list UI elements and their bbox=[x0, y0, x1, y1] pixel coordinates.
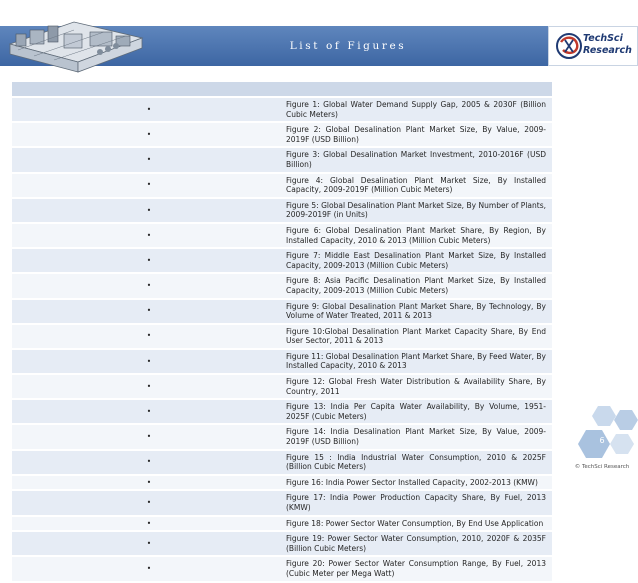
hexagon-decoration bbox=[576, 404, 638, 460]
bullet-marker: • bbox=[12, 273, 282, 298]
figure-list-item: Figure 16: India Power Sector Installed Capacity, 2002-2013 (KMW) bbox=[282, 475, 552, 491]
bullet-marker: • bbox=[12, 516, 282, 532]
figure-list-row bbox=[12, 223, 552, 248]
bullet-marker: • bbox=[12, 299, 282, 324]
figure-list-row bbox=[12, 97, 552, 122]
figure-list-row bbox=[12, 516, 552, 532]
figure-list-row bbox=[12, 531, 552, 556]
list-of-figures-table bbox=[12, 82, 552, 583]
figure-list-item: Figure 5: Global Desalination Plant Market Size, By Number of Plants, 2009-2019F (in Units) bbox=[282, 198, 552, 223]
bullet-marker: • bbox=[12, 490, 282, 515]
figure-list-item: Figure 14: India Desalination Plant Market Size, By Value, 2009-2019F (USD Billion) bbox=[282, 424, 552, 449]
bullet-marker: • bbox=[12, 556, 282, 581]
bullet-marker: • bbox=[12, 173, 282, 198]
bullet-marker: • bbox=[12, 399, 282, 424]
table-header-row bbox=[12, 82, 552, 97]
bullet-marker: • bbox=[12, 424, 282, 449]
figure-list-row bbox=[12, 374, 552, 399]
figure-list-item: Figure 8: Asia Pacific Desalination Plant Market Size, By Installed Capacity, 2009-2013 (Million Cubic Meters) bbox=[282, 273, 552, 298]
slide-title: List of Figures bbox=[289, 40, 407, 52]
bullet-marker: • bbox=[12, 374, 282, 399]
figure-list-row bbox=[12, 173, 552, 198]
figure-list-row bbox=[12, 248, 552, 273]
figure-list-row bbox=[12, 450, 552, 475]
figure-list-row bbox=[12, 475, 552, 491]
bullet-marker: • bbox=[12, 349, 282, 374]
bullet-marker: • bbox=[12, 450, 282, 475]
bullet-marker: • bbox=[12, 248, 282, 273]
table-header-cell bbox=[12, 82, 552, 97]
bullet-marker: • bbox=[12, 531, 282, 556]
logo-swirl-icon bbox=[555, 32, 583, 60]
logo-wordmark bbox=[583, 33, 637, 57]
figure-list-item: Figure 15 : India Industrial Water Consumption, 2010 & 2025F (Billion Cubic Meters) bbox=[282, 450, 552, 475]
figure-list-item: Figure 17: India Power Production Capacity Share, By Fuel, 2013 (KMW) bbox=[282, 490, 552, 515]
figure-list-row bbox=[12, 273, 552, 298]
page-number: 6 bbox=[599, 436, 605, 445]
copyright-text: © TechSci Research bbox=[574, 464, 630, 470]
bullet-marker: • bbox=[12, 475, 282, 491]
figure-list-row bbox=[12, 556, 552, 581]
figure-list-item: Figure 2: Global Desalination Plant Market Size, By Value, 2009-2019F (USD Billion) bbox=[282, 122, 552, 147]
figure-list-row bbox=[12, 198, 552, 223]
figure-list-item: Figure 18: Power Sector Water Consumption, By End Use Application bbox=[282, 516, 552, 532]
bullet-marker: • bbox=[12, 147, 282, 172]
figure-list-row bbox=[12, 399, 552, 424]
figure-list-row bbox=[12, 122, 552, 147]
logo-line-2: Research bbox=[583, 45, 632, 56]
bullet-marker: • bbox=[12, 198, 282, 223]
figure-list-row bbox=[12, 349, 552, 374]
desalination-plant-illustration bbox=[4, 16, 146, 74]
bullet-marker: • bbox=[12, 122, 282, 147]
figure-list-row bbox=[12, 490, 552, 515]
figure-list-item: Figure 7: Middle East Desalination Plant Market Size, By Installed Capacity, 2009-2013 (Million Cubic Meters) bbox=[282, 248, 552, 273]
figure-list-row bbox=[12, 299, 552, 324]
bullet-marker: • bbox=[12, 324, 282, 349]
figure-list-item: Figure 13: India Per Capita Water Availability, By Volume, 1951-2025F (Cubic Meters) bbox=[282, 399, 552, 424]
logo-line-1: TechSci bbox=[583, 33, 623, 44]
figure-list-row bbox=[12, 424, 552, 449]
bullet-marker: • bbox=[12, 97, 282, 122]
techsci-logo bbox=[548, 26, 638, 66]
figure-list-item: Figure 10:Global Desalination Plant Market Capacity Share, By End User Sector, 2011 & 2013 bbox=[282, 324, 552, 349]
figure-list-item: Figure 4: Global Desalination Plant Market Size, By Installed Capacity, 2009-2019F (Million Cubic Meters) bbox=[282, 173, 552, 198]
figure-list-row bbox=[12, 147, 552, 172]
figure-list-row bbox=[12, 324, 552, 349]
figure-list-item: Figure 20: Power Sector Water Consumption Range, By Fuel, 2013 (Cubic Meter per Mega Watt) bbox=[282, 556, 552, 581]
figure-list-item: Figure 11: Global Desalination Plant Market Share, By Feed Water, By Installed Capacity, 2010 & 2013 bbox=[282, 349, 552, 374]
bullet-marker: • bbox=[12, 223, 282, 248]
figure-list-item: Figure 6: Global Desalination Plant Market Share, By Region, By Installed Capacity, 2010 & 2013 (Million Cubic Meters) bbox=[282, 223, 552, 248]
figure-list-item: Figure 3: Global Desalination Market Investment, 2010-2016F (USD Billion) bbox=[282, 147, 552, 172]
figure-list-item: Figure 19: Power Sector Water Consumption, 2010, 2020F & 2035F (Billion Cubic Meters) bbox=[282, 531, 552, 556]
figure-list-item: Figure 12: Global Fresh Water Distribution & Availability Share, By Country, 2011 bbox=[282, 374, 552, 399]
figure-list-item: Figure 1: Global Water Demand Supply Gap, 2005 & 2030F (Billion Cubic Meters) bbox=[282, 97, 552, 122]
figure-list-item: Figure 9: Global Desalination Plant Market Share, By Technology, By Volume of Water Treated, 2011 & 2013 bbox=[282, 299, 552, 324]
